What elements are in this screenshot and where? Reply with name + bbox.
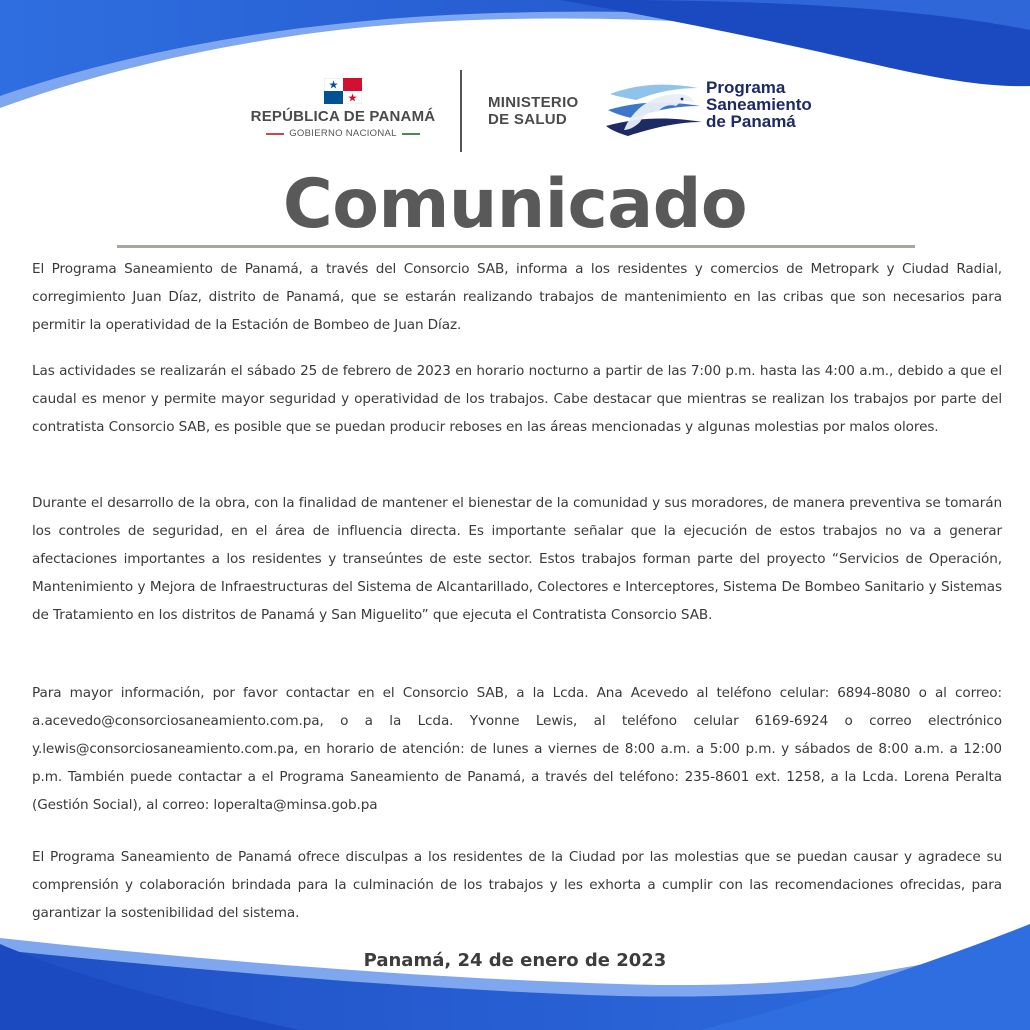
ministerio-line1: MINISTERIO [488,94,579,111]
page-title: Comunicado [282,165,748,244]
dolphin-logo-icon [606,80,702,144]
paragraph-schedule: Las actividades se realizarán el sábado 25 de febrero de 2023 en horario nocturno a partir de las 7:00 p.m. hasta las 4:00 a.m., debido a que el caudal es menor y permite mayor seguridad y operatividad de los trabajos. Cabe destacar que mientras se realizan los trabajos por parte del contratista Consorcio SAB, es posible que se puedan producir reboses en las áreas mencionadas y algunas molestias por malos olores. [32,363,1002,435]
republica-logo [248,78,438,139]
programa-line3: de Panamá [706,112,796,131]
paragraph-apology: El Programa Saneamiento de Panamá ofrece disculpas a los residentes de la Ciudad por las molestias que se puedan causar y agradece su comprensión y colaboración brindada para la culminación de los trabajos y les exhorta a cumplir con las recomendaciones ofrecidas, para garantizar la sostenibilidad del sistema. [32,849,1002,921]
paragraph-contact: Para mayor información, por favor contactar en el Consorcio SAB, a la Lcda. Ana Acevedo al teléfono celular: 6894-8080 o al correo: a.acevedo@consorciosaneamiento.com.pa, o a la Lcda. Yvonne Lewis, al teléfono celular 6169-6924 o correo electrónico y.lewis@consorciosaneamiento.com.pa, en horario de atención: de lunes a viernes de 8:00 a.m. a 5:00 p.m. y sábados de 8:00 a.m. a 12:00 p.m. También puede contactar a el Programa Saneamiento de Panamá, a través del teléfono: 235-8601 ext. 1258, a la Lcda. Lorena Peralta (Gestión Social), al correo: loperalta@minsa.gob.pa [32,685,1002,813]
ministerio-line2: DE SALUD [488,111,568,128]
title-underline [117,245,915,248]
green-line [402,133,420,135]
republica-title: REPÚBLICA DE PANAMÁ [250,108,436,125]
paragraph-safety: Durante el desarrollo de la obra, con la finalidad de mantener el bienestar de la comunidad y sus moradores, de manera preventiva se tomarán los controles de seguridad, en el área de influencia directa. Es importante señalar que la ejecución de estos trabajos no va a generar afectaciones importantes a los residentes y transeúntes de este sector. Estos trabajos forman parte del proyecto “Servicios de Operación, Mantenimiento y Mejora de Infraestructuras del Sistema de Alcantarillado, Colectores e Interceptores, Sistema De Bombeo Sanitario y Sistemas de Tratamiento en los distritos de Panamá y San Miguelito” que ejecuta el Contratista Consorcio SAB. [32,495,1002,623]
red-line [266,133,284,135]
programa-logo-text [706,79,812,130]
header-divider [460,70,462,152]
header [0,66,1030,156]
paragraph-intro: El Programa Saneamiento de Panamá, a través del Consorcio SAB, informa a los residentes y comercios de Metropark y Ciudad Radial, corregimiento Juan Díaz, distrito de Panamá, que se estarán realizando trabajos de mantenimiento en las cribas que son necesarios para permitir la operatividad de la Estación de Bombeo de Juan Díaz. [32,261,1002,333]
programa-line2: Saneamiento [706,95,812,114]
gobierno-nacional: GOBIERNO NACIONAL [289,128,397,139]
programa-line1: Programa [706,78,786,97]
ministerio-logo [488,94,579,128]
communique-date: Panamá, 24 de enero de 2023 [363,950,667,971]
panama-flag-icon [324,78,362,104]
